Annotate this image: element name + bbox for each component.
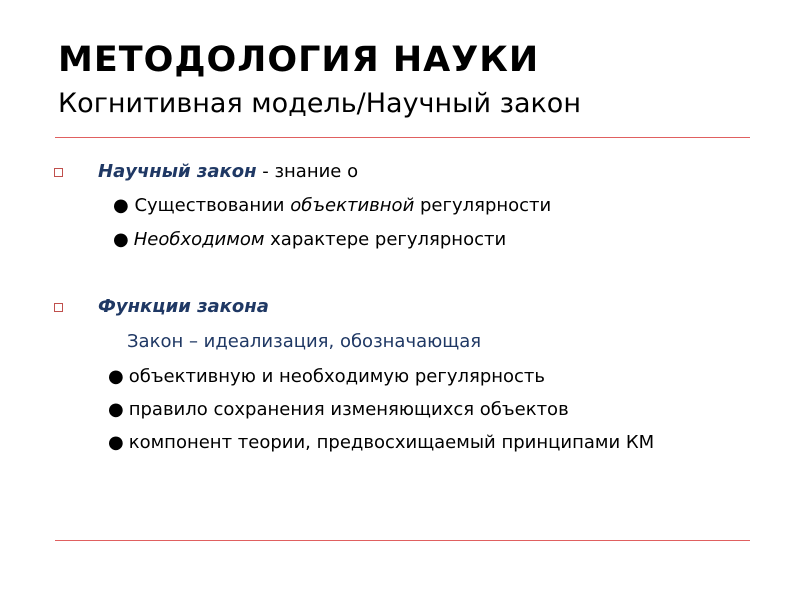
top-divider [55, 137, 750, 138]
bullet-icon: ● [108, 366, 124, 387]
item-text: Существовании [128, 195, 291, 216]
bottom-divider [55, 540, 750, 541]
section1-item-2 [113, 231, 506, 249]
item-text: правило сохранения изменяющихся объектов [128, 399, 569, 420]
square-bullet-icon [54, 303, 63, 312]
section2-intro: Закон – идеализация, обозначающая [127, 331, 482, 352]
item-text: объективную и необходимую регулярность [128, 366, 546, 387]
slide-subtitle: Когнитивная модель/Научный закон [58, 88, 581, 119]
section1-heading-rest: - знание о [256, 161, 359, 182]
slide-title: МЕТОДОЛОГИЯ НАУКИ [58, 40, 540, 80]
item-text: регулярности [414, 195, 552, 216]
section2-item-3 [108, 434, 654, 452]
bullet-icon: ● [113, 229, 129, 250]
item-emphasis: Необходимом [133, 229, 265, 250]
section1-heading: Научный закон [98, 161, 257, 182]
section1-item-1 [113, 197, 551, 215]
bullet-icon: ● [108, 432, 124, 453]
bullet-icon: ● [113, 195, 129, 216]
bullet-icon: ● [108, 399, 124, 420]
square-bullet-icon [54, 168, 63, 177]
section1-heading-line [98, 163, 358, 181]
item-text: характере регулярности [264, 229, 507, 250]
section2-heading: Функции закона [98, 296, 269, 317]
section2-item-1 [108, 368, 545, 386]
section2-item-2 [108, 401, 569, 419]
item-text: компонент теории, предвосхищаемый принципами КМ [128, 432, 655, 453]
item-emphasis: объективной [290, 195, 415, 216]
